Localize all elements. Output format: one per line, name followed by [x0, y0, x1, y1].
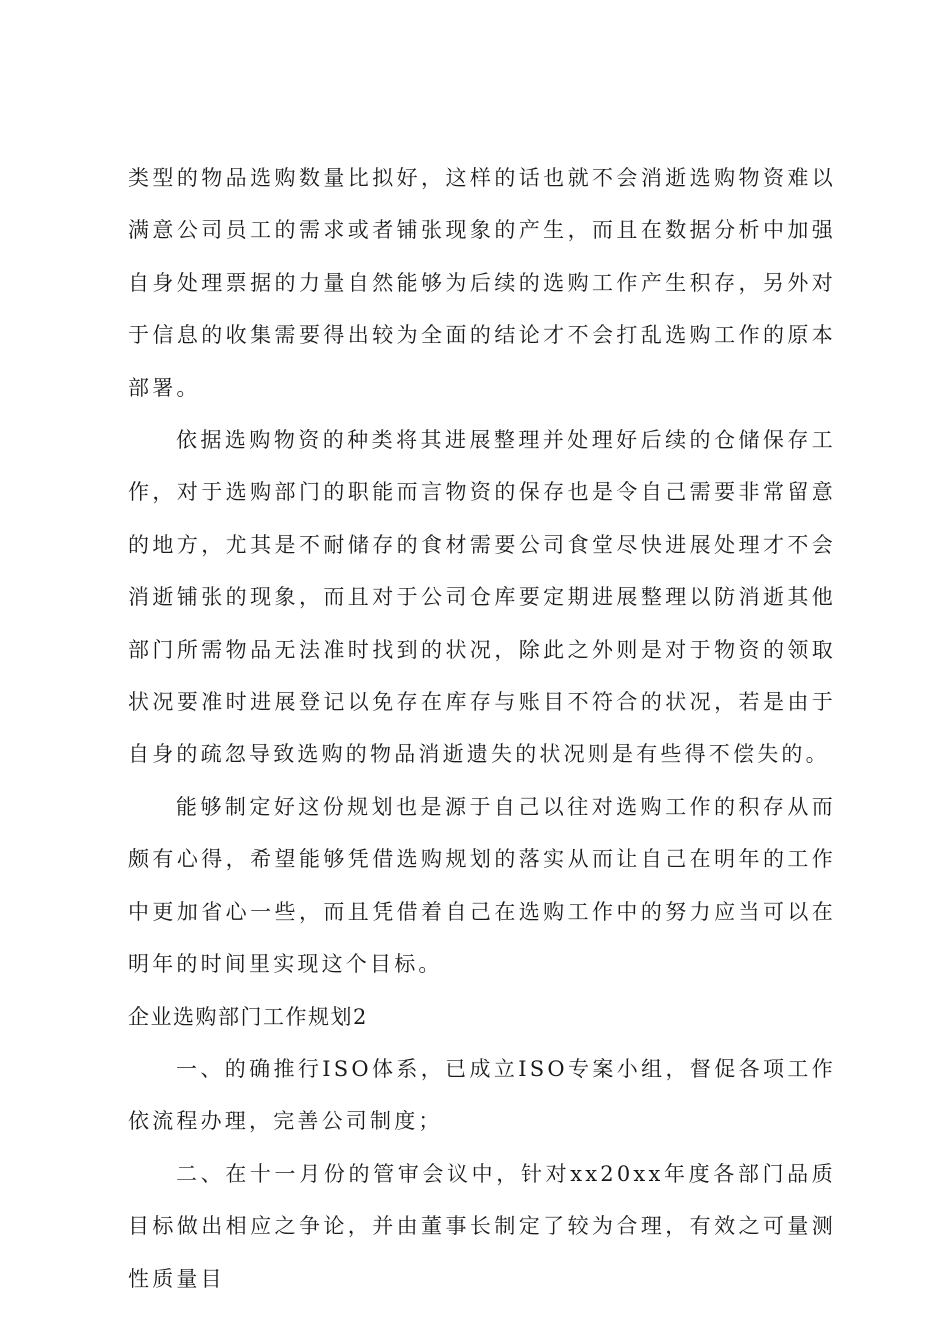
section2-item-1: 一、的确推行ISO体系，已成立ISO专案小组，督促各项工作依流程办理，完善公司制度；: [128, 1056, 836, 1134]
section-heading: 企业选购部门工作规划2: [128, 1004, 368, 1029]
section2-item-2: 二、在十一月份的管审会议中，针对xx20xx年度各部门品质目标做出相应之争论，并由董事长制定了较为合理，有效之可量测性质量目: [128, 1161, 836, 1291]
document-body: [128, 152, 836, 1305]
paragraph-2: 依据选购物资的种类将其进展整理并处理好后续的仓储保存工作，对于选购部门的职能而言物资的保存也是令自己需要非常留意的地方，尤其是不耐储存的食材需要公司食堂尽快进展处理才不会消逝铺张的现象，而且对于公司仓库要定期进展整理以防消逝其他部门所需物品无法准时找到的状况，除此之外则是对于物资的领取状况要准时进展登记以免存在库存与账目不符合的状况，若是由于自身的疏忽导致选购的物品消逝遗失的状况则是有些得不偿失的。: [128, 428, 836, 767]
paragraph-1: 类型的物品选购数量比拟好，这样的话也就不会消逝选购物资难以满意公司员工的需求或者铺张现象的产生，而且在数据分析中加强自身处理票据的力量自然能够为后续的选购工作产生积存，另外对于信息的收集需要得出较为全面的结论才不会打乱选购工作的原本部署。: [128, 166, 836, 400]
paragraph-3: 能够制定好这份规划也是源于自己以往对选购工作的积存从而颇有心得，希望能够凭借选购规划的落实从而让自己在明年的工作中更加省心一些，而且凭借着自己在选购工作中的努力应当可以在明年的时间里实现这个目标。: [128, 794, 836, 977]
